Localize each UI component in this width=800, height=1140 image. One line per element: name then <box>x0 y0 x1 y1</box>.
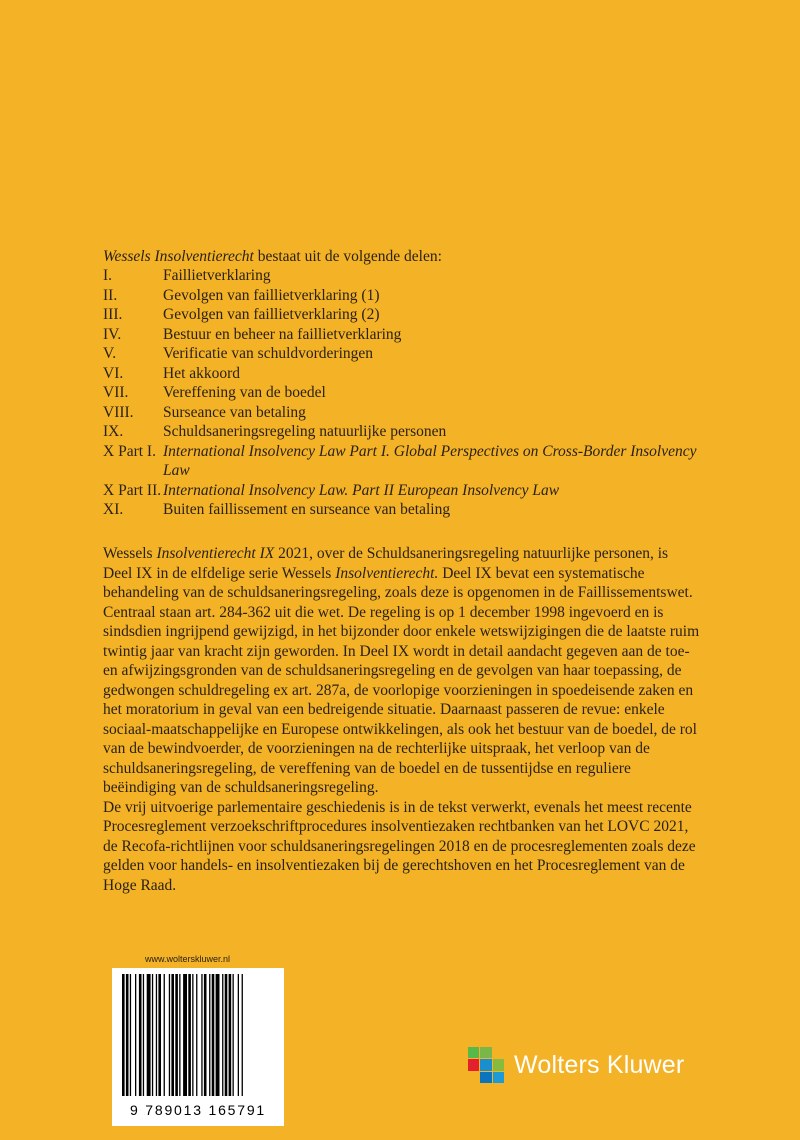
barcode-bar <box>188 974 191 1096</box>
volume-list-item <box>103 364 703 384</box>
volume-number: VIII. <box>103 403 134 421</box>
volume-title: Insolventierecht IX <box>156 545 275 562</box>
volume-number: IX. <box>103 423 124 440</box>
volume-list-item <box>103 286 703 306</box>
barcode-bar <box>143 974 144 1096</box>
barcode-bar <box>242 974 243 1096</box>
description-text: Wessels <box>103 545 157 562</box>
barcode-bar <box>175 974 178 1096</box>
volume-list-item <box>103 305 703 325</box>
barcode-bar <box>147 974 151 1096</box>
volume-list-item <box>103 344 703 364</box>
barcode-bar <box>183 974 187 1096</box>
barcode-bar <box>179 974 180 1096</box>
barcode-bar <box>192 974 193 1096</box>
volume-list-item <box>103 481 703 501</box>
volume-title: Gevolgen van faillietverklaring (1) <box>163 286 380 304</box>
series-intro <box>103 247 442 267</box>
volume-number: I. <box>103 267 113 284</box>
barcode-bar <box>204 974 207 1096</box>
barcode-bar <box>171 974 174 1096</box>
barcode-bar <box>229 974 232 1096</box>
barcode-bar <box>126 974 129 1096</box>
volume-list-item <box>103 403 703 423</box>
barcode-bar <box>201 974 202 1096</box>
volume-title: Buiten faillissement en surseance van betaling <box>163 501 451 518</box>
barcode-bar <box>238 974 239 1096</box>
barcode-bar <box>130 974 131 1096</box>
description-paragraph-2: De vrij uitvoerige parlementaire geschiedenis is in de tekst verwerkt, evenals het meest recente Procesreglement verzoekschriftprocedures insolventiezaken rechtbanken van het LOVC 2021, de Recofa-richtlijnen voor schuldsaneringsregelingen 2018 en de procesreglementen zoals deze gelden voor handels- en insolventiezaken bij de gerechtshoven en het Procesreglement van de Hoge Raad. <box>103 798 696 894</box>
description-text: 2021, over de Schuldsaneringsregeling natuurlijke personen, is Deel IX in de elfdelige serie Wessels <box>103 545 669 582</box>
volume-list-item <box>103 422 703 442</box>
volume-list <box>103 266 703 520</box>
series-name: Insolventierecht. <box>335 564 439 582</box>
volume-title: International Insolvency Law Part I. Global Perspectives on Cross-Border Insolvency Law <box>163 442 697 479</box>
description <box>103 544 701 895</box>
volume-number: VII. <box>103 384 129 401</box>
volume-title: Surseance van betaling <box>163 403 306 421</box>
barcode-bar <box>216 974 220 1096</box>
publisher-brand[interactable] <box>466 1045 684 1085</box>
volume-number: V. <box>103 345 117 362</box>
volume-number: X Part II. <box>103 481 162 499</box>
barcode-bar <box>158 974 161 1096</box>
barcode-bar <box>152 974 153 1096</box>
volume-number: XI. <box>103 501 124 518</box>
isbn-barcode <box>112 968 284 1126</box>
volume-list-item <box>103 500 703 520</box>
isbn-number: 9 789013 165791 <box>130 1102 266 1118</box>
volume-title: Verificatie van schuldvorderingen <box>163 345 374 362</box>
description-paragraph-1 <box>103 544 701 798</box>
volume-number: X Part I. <box>103 442 156 460</box>
volume-list-item <box>103 325 703 345</box>
barcode-bar <box>156 974 157 1096</box>
volume-title: Schuldsaneringsregeling natuurlijke personen <box>163 423 447 440</box>
volume-title: Bestuur en beheer na faillietverklaring <box>163 325 402 343</box>
barcode-graphic <box>122 974 274 1102</box>
volume-title: International Insolvency Law. Part II European Insolvency Law <box>163 481 560 499</box>
volume-title: Faillietverklaring <box>163 267 271 284</box>
volume-number: IV. <box>103 325 122 343</box>
volume-list-item <box>103 266 703 286</box>
volume-list-item <box>103 442 703 481</box>
volume-number: II. <box>103 286 118 304</box>
barcode-bar <box>225 974 228 1096</box>
description-text: Deel IX bevat een systematische behandeling van de schuldsaneringsregeling, zoals deze is opgenomen in de Faillissementswet. Centraal staan art. 284-362 uit die wet. De regeling is op 1 december 1998 ingevoerd en is sindsdien ingrijpend gewijzigd, in het bijzonder door enkele wetswijzigingen die de laatste ruim twintig jaar van kracht zijn geworden. In Deel IX wordt in detail aandacht gegeven aan de toe- en afwijzingsgronden van de schuldsaneringsregeling en de gevolgen van haar toepassing, de gedwongen schuldregeling ex art. 287a, de voorlopige voorzieningen in spoedeisende zaken en het moratorium in geval van een bedreigende situatie. Daarnaast passeren de revue: enkele sociaal-maatschappelijke en Europese ontwikkelingen, als ook het bestuur van de boedel, de rol van de bewindvoerder, de voorzieningen na de rechterlijke uitspraak, het verloop van de schuldsaneringsregeling, de vereffening van de boedel en de tussentijdse en reguliere beëindiging van de schuldsaneringsregeling. <box>103 564 700 796</box>
barcode-bar <box>196 974 197 1096</box>
volume-title: Vereffening van de boedel <box>163 384 326 401</box>
barcode-bar <box>135 974 136 1096</box>
barcode-bar <box>212 974 215 1096</box>
barcode-bar <box>169 974 170 1096</box>
publisher-url[interactable]: www.wolterskluwer.nl <box>145 954 231 964</box>
barcode-bar <box>164 974 165 1096</box>
volume-number: III. <box>103 306 123 323</box>
series-title: Wessels Insolventierecht <box>103 248 254 265</box>
series-intro-text: bestaat uit de volgende delen: <box>257 248 442 265</box>
barcode-bar <box>222 974 223 1096</box>
volume-title: Gevolgen van faillietverklaring (2) <box>163 306 380 323</box>
barcode-bar <box>233 974 234 1096</box>
publisher-name: Wolters Kluwer <box>514 1050 685 1079</box>
volume-number: VI. <box>103 364 124 382</box>
barcode-bar <box>209 974 210 1096</box>
barcode-bar <box>139 974 142 1096</box>
volume-list-item <box>103 383 703 403</box>
barcode-bar <box>122 974 125 1096</box>
wolters-kluwer-logo-icon <box>466 1045 506 1085</box>
volume-title: Het akkoord <box>163 364 241 382</box>
